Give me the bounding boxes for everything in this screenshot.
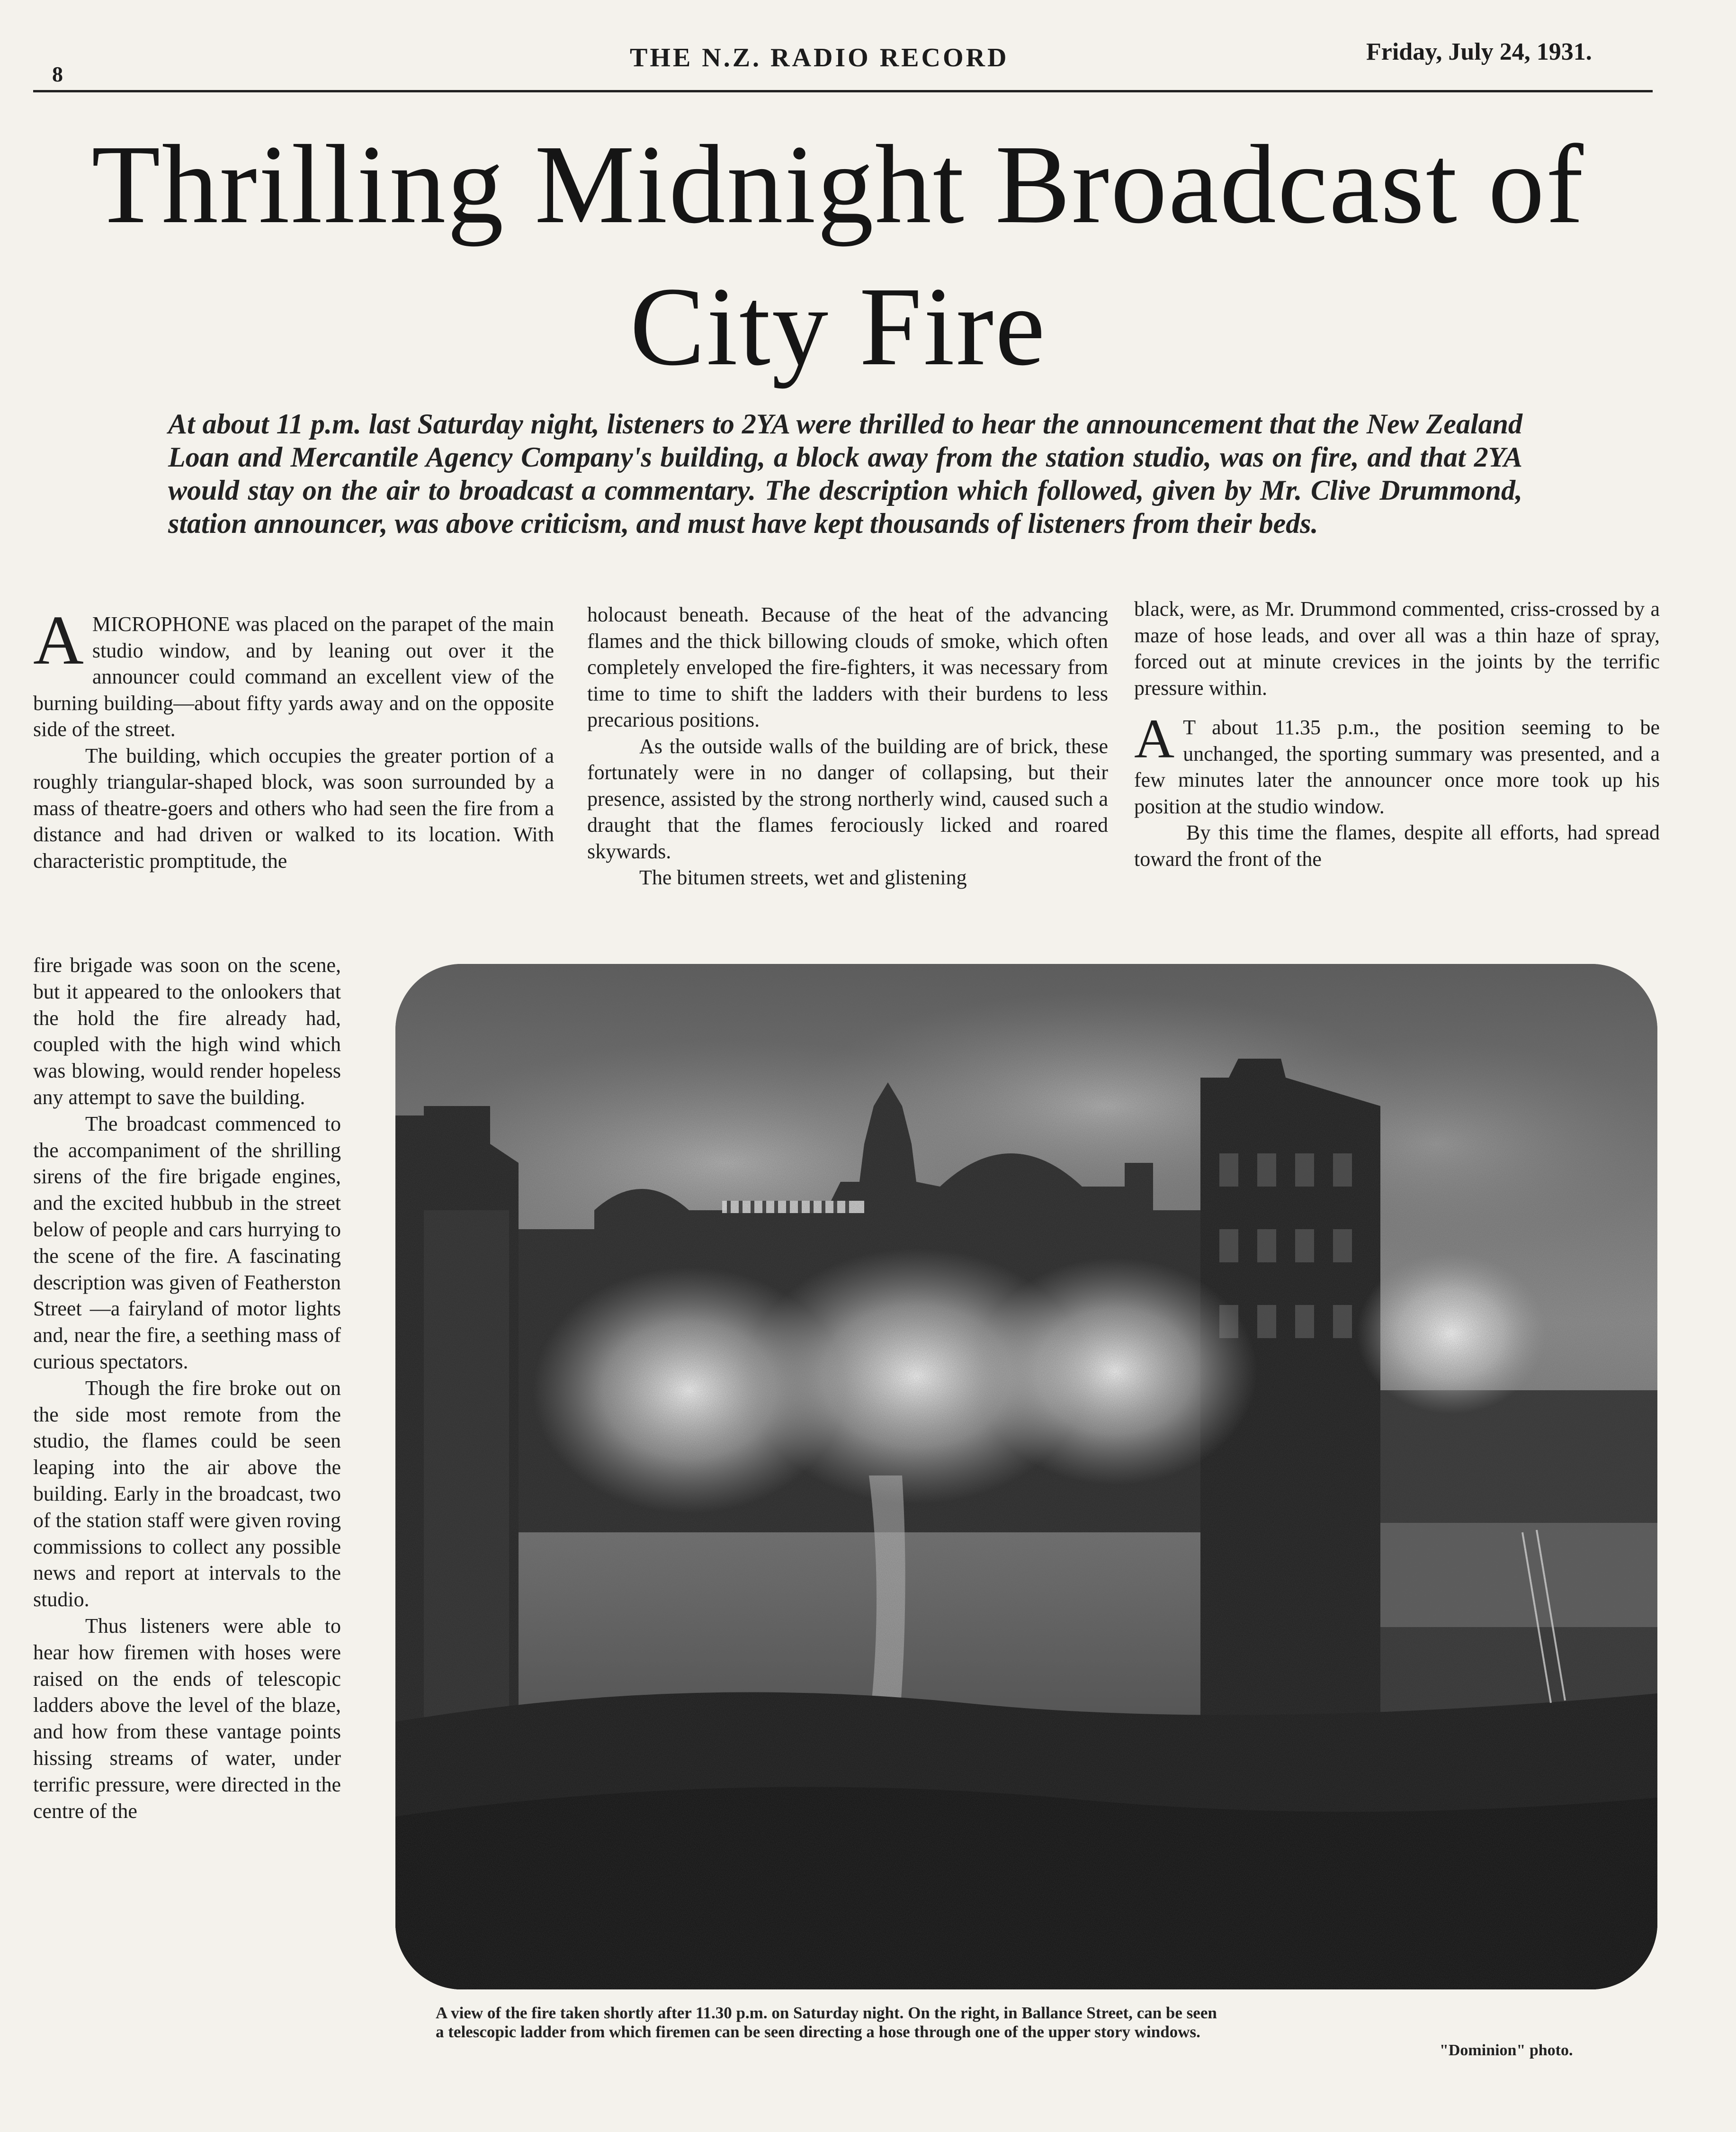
page-number: 8 [52,62,63,86]
article-column-2 [587,602,1108,891]
article-column-1 [33,602,554,874]
column-3-paragraph-2 [1134,708,1660,819]
column-3-paragraph-3: By this time the flames, despite all efforts, had spread toward the front of the [1134,821,1660,871]
column-1-paragraph-1-text: MICROPHONE was placed on the parapet of the main studio window, and by leaning out over it the announcer could command an excellent view of the burning building—about fifty yards away and on the opposite side of the street. [33,612,554,741]
column-1b-paragraph-1: fire brigade was soon on the scene, but it appeared to the onlookers that the hold the fire already had, coupled with the high wind which was blowing, would render hopeless any attempt to save the building. [33,954,341,1109]
photo-caption-line-2: a telescopic ladder from which firemen can be seen directing a hose through one of the upper story windows. [436,2023,1200,2041]
photo-caption [436,2004,1634,2042]
photo-caption-line-1: A view of the fire taken shortly after 11.30 p.m. on Saturday night. On the right, in Ballance Street, can be seen [436,2004,1217,2022]
column-1b-paragraph-4: Thus listeners were able to hear how firemen with hoses were raised on the ends of telescopic ladders above the level of the blaze, and how from these vantage points hissing streams of water, under terrific pressure, were directed in the centre of the [33,1614,341,1823]
fire-scene-illustration [395,964,1657,1989]
headline-line-1: Thrilling Midnight Broadcast of [91,122,1585,247]
article-column-3 [1134,596,1660,872]
column-2-paragraph-1: holocaust beneath. Because of the heat of the advancing flames and the thick billowing clouds of smoke, which often completely enveloped the fire-fighters, it was necessary from time to time to shift the ladders with their burdens to less precarious positions. [587,603,1108,731]
column-2-paragraph-2: As the outside walls of the building are of brick, these fortunately were in no danger of collapsing, but their presence, assisted by the strong northerly wind, caused such a draught that the flames ferociously licked and roared skywards. [587,734,1108,863]
intro-paragraph: At about 11 p.m. last Saturday night, listeners to 2YA were thrilled to hear the announcement that the New Zealand Loan and Mercantile Agency Company's building, a block away from the station studio, was on fire, and that 2YA would stay on the air to broadcast a commentary. The description which followed, given by Mr. Clive Drummond, station announcer, was above criticism, and must have kept thousands of listeners from their beds. [168,408,1522,539]
column-1-paragraph-2: The building, which occupies the greater portion of a roughly triangular-shaped block, was soon surrounded by a mass of theatre-goers and others who had seen the fire from a distance and had driven or walked to its location. With characteristic promptitude, the [33,744,554,873]
article-column-1-continued [33,952,341,1824]
column-3-paragraph-2-text: T about 11.35 p.m., the position seeming to be unchanged, the sporting summary was presented, and a few minutes later the announcer once more took up his position at the studio window. [1134,716,1660,818]
drop-cap: A [33,602,84,679]
column-1b-paragraph-2: The broadcast commenced to the accompaniment of the shrilling sirens of the fire brigade engines, and the excited hubbub in the street below of people and cars hurrying to the scene of the fire. A fascinating description was given of Featherston Street —a fairyland of motor lights and, near the fire, a seething mass of curious spectators. [33,1112,341,1373]
column-1b-paragraph-3: Though the fire broke out on the side most remote from the studio, the flames could be seen leaping into the air above the building. Early in the broadcast, two of the station staff were given roving commissions to collect any possible news and report at intervals to the studio. [33,1376,341,1611]
headline [28,114,1648,398]
drop-cap: A [1134,708,1175,770]
column-2-paragraph-3: The bitumen streets, wet and glistening [639,866,967,889]
column-1-paragraph-1 [33,602,554,743]
column-3-paragraph-1: black, were, as Mr. Drummond commented, criss-crossed by a maze of hose leads, and over all was a thin haze of spray, forced out at minute crevices in the joints by the terrific pressure within. [1134,597,1660,700]
headline-line-2: City Fire [630,264,1047,389]
issue-date: Friday, July 24, 1931. [1366,38,1592,65]
header-rule [33,90,1653,92]
photo-credit: "Dominion" photo. [1440,2042,1573,2059]
publication-title: THE N.Z. RADIO RECORD [630,43,1009,72]
fire-photograph [395,964,1657,1989]
